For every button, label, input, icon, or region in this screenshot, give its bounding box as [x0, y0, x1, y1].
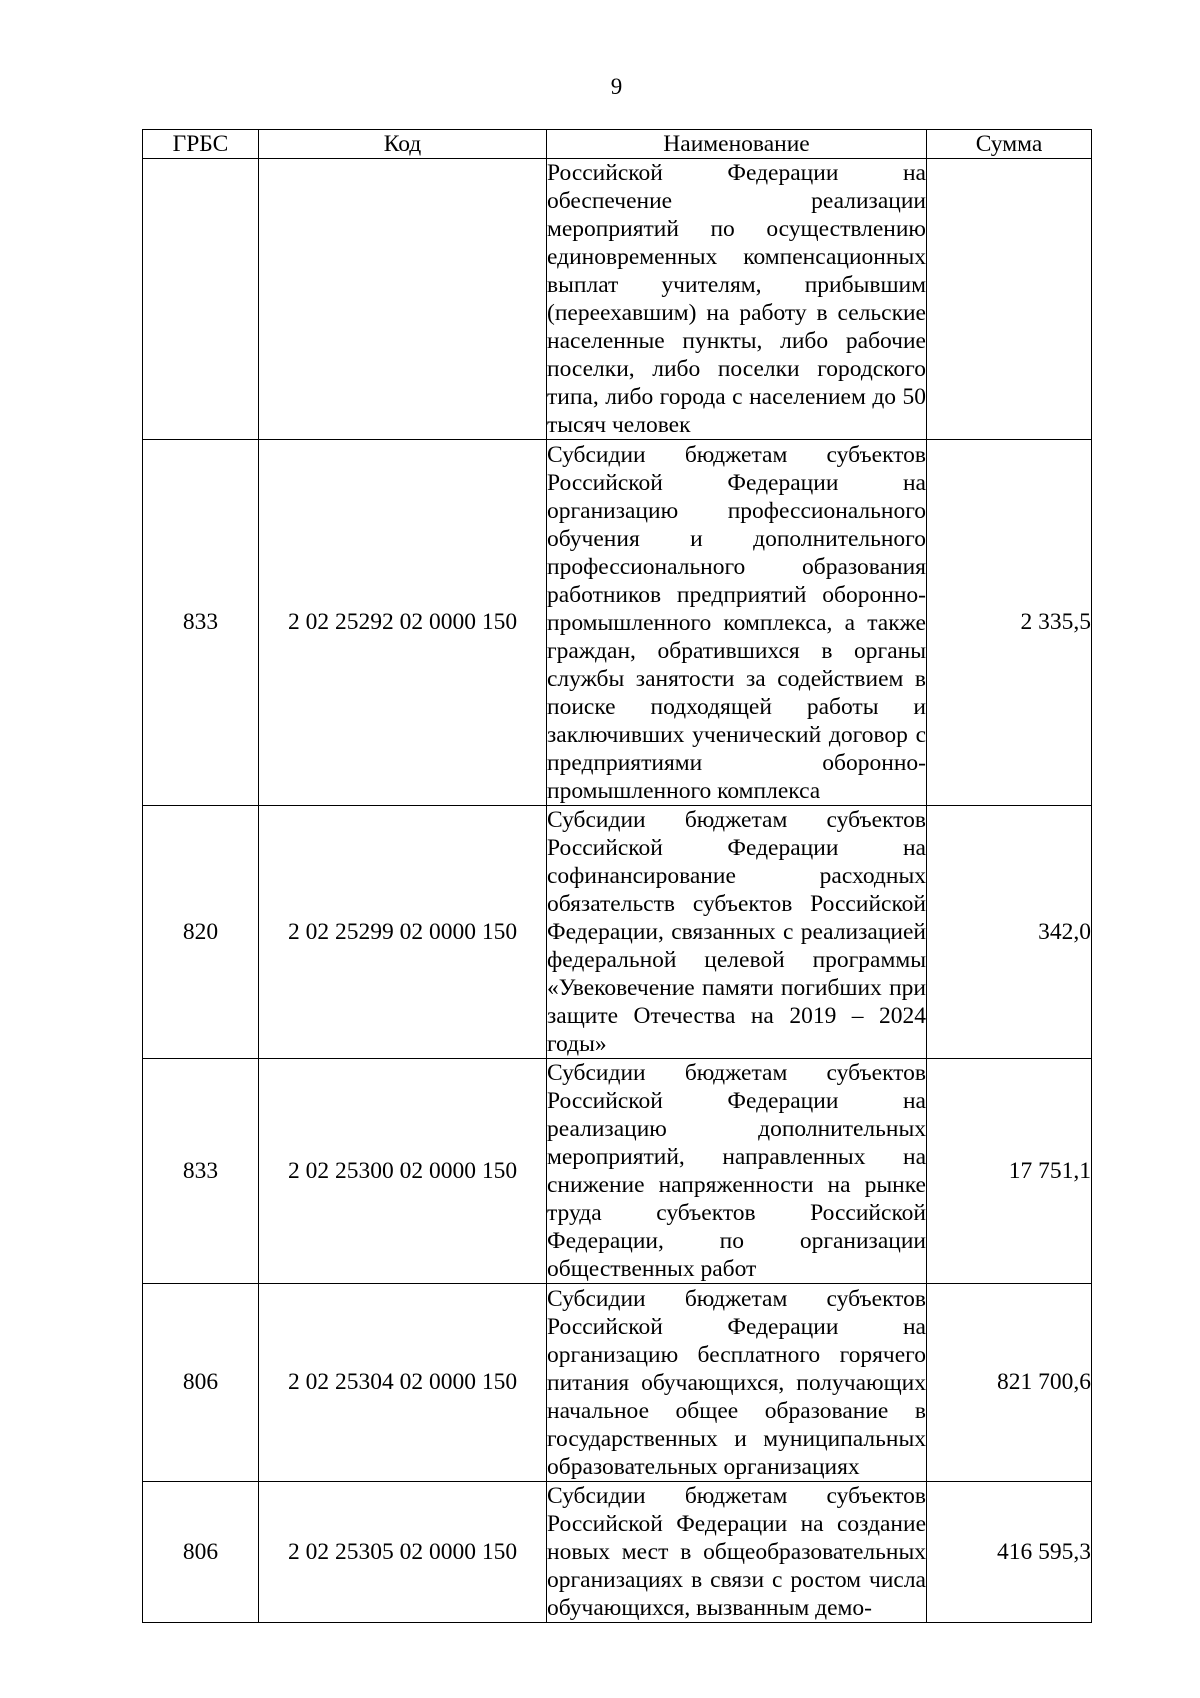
- cell-name: [547, 1059, 927, 1284]
- cell-sum: [927, 159, 1092, 440]
- page-number: 9: [610, 74, 623, 99]
- cell-grbs: 833: [143, 1059, 259, 1284]
- cell-grbs: 820: [143, 806, 259, 1059]
- cell-name: [547, 1482, 927, 1623]
- header-sum: Сумма: [927, 130, 1092, 159]
- cell-grbs: 806: [143, 1482, 259, 1623]
- table-row: [143, 1482, 1092, 1623]
- cell-code: 2 02 25304 02 0000 150: [259, 1284, 547, 1482]
- cell-grbs: 806: [143, 1284, 259, 1482]
- table-row: [143, 159, 1092, 440]
- cell-code: 2 02 25305 02 0000 150: [259, 1482, 547, 1623]
- header-grbs: ГРБС: [143, 130, 259, 159]
- cell-name-text: Российской Федерации на обеспечение реализации мероприятий по осуществлению единовременных компенсационных выплат учителям, прибывшим (переехавшим) на работу в сельские населенные пункты, либо рабочие поселки, либо поселки городского типа, либо города с населением до 50 тысяч человек: [547, 160, 926, 438]
- budget-table: [142, 129, 1092, 1623]
- header-name: Наименование: [547, 130, 927, 159]
- cell-name: [547, 440, 927, 806]
- header-code: Код: [259, 130, 547, 159]
- cell-code: [259, 159, 547, 440]
- table-row: [143, 806, 1092, 1059]
- cell-code: 2 02 25300 02 0000 150: [259, 1059, 547, 1284]
- cell-code: 2 02 25299 02 0000 150: [259, 806, 547, 1059]
- cell-sum: 821 700,6: [927, 1284, 1092, 1482]
- cell-name-text: Субсидии бюджетам субъектов Российской Федерации на организацию профессионального обучения и дополнительного профессионального образования работников предприятий оборонно-промышленного комплекса, а также граждан, обратившихся в органы службы занятости за содействием в поиске подходящей работы и заключивших ученический договор с предприятиями оборонно-промышленного комплекса: [547, 441, 926, 804]
- cell-sum: 416 595,3: [927, 1482, 1092, 1623]
- cell-name: [547, 806, 927, 1059]
- cell-code: 2 02 25292 02 0000 150: [259, 440, 547, 806]
- cell-name-text: Субсидии бюджетам субъектов Российской Федерации на создание новых мест в общеобразовательных организациях в связи с ростом числа обучающихся, вызванным демо-: [547, 1483, 926, 1621]
- table-row: [143, 1059, 1092, 1284]
- table-row: [143, 1284, 1092, 1482]
- cell-grbs: [143, 159, 259, 440]
- cell-grbs: 833: [143, 440, 259, 806]
- cell-sum: 17 751,1: [927, 1059, 1092, 1284]
- cell-name: [547, 159, 927, 440]
- table-header-row: [143, 130, 1092, 159]
- cell-name-text: Субсидии бюджетам субъектов Российской Федерации на софинансирование расходных обязательств субъектов Российской Федерации, связанных с реализацией федеральной целевой программы «Увековечение памяти погибших при защите Отечества на 2019 – 2024 годы»: [547, 807, 926, 1057]
- cell-sum: 342,0: [927, 806, 1092, 1059]
- cell-name-text: Субсидии бюджетам субъектов Российской Федерации на организацию бесплатного горячего питания обучающихся, получающих начальное общее образование в государственных и муниципальных образовательных организациях: [547, 1285, 926, 1480]
- cell-sum: 2 335,5: [927, 440, 1092, 806]
- cell-name: [547, 1284, 927, 1482]
- table-row: [143, 440, 1092, 806]
- cell-name-text: Субсидии бюджетам субъектов Российской Федерации на реализацию дополнительных мероприятий, направленных на снижение напряженности на рынке труда субъектов Российской Федерации, по организации общественных работ: [547, 1060, 926, 1282]
